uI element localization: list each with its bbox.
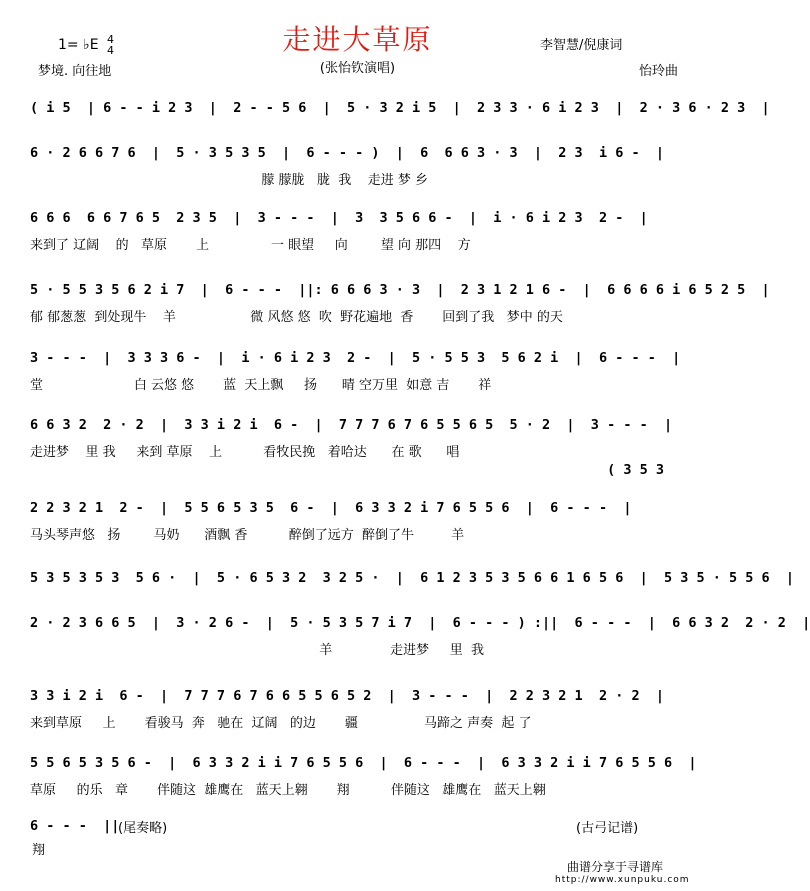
lyric-line: 来到草原 上 看骏马 奔 驰在 辽阔 的边 疆 马蹄之 声奏 起 了 bbox=[30, 716, 532, 731]
key-signature bbox=[58, 34, 114, 56]
notation-line: 6 6 3 2 2 · 2 | 3 3 i 2 i 6 - | 7 7 7 6 7 6 5 5 6 5 5 · 2 | 3 - - - | bbox=[30, 417, 673, 433]
notation-line: 5 5 6 5 3 5 6 - | 6 3 3 2 i i 7 6 5 5 6 | 6 - - - | 6 3 3 2 i i 7 6 5 5 6 | bbox=[30, 755, 697, 771]
tempo-mood: 梦境. 向往地 bbox=[38, 64, 112, 79]
notation-line: 2 2 3 2 1 2 - | 5 5 6 5 3 5 6 - | 6 3 3 2 i 7 6 5 5 6 | 6 - - - | bbox=[30, 500, 632, 516]
composer-credit: 怡玲曲 bbox=[639, 64, 679, 79]
score-line bbox=[0, 145, 715, 188]
lyric-line: 马头琴声悠 扬 马奶 酒飘 香 醉倒了远方 醉倒了牛 羊 bbox=[30, 528, 465, 543]
lyric-line: 堂 白 云悠 悠 蓝 天上飘 扬 晴 空万里 如意 吉 祥 bbox=[30, 378, 492, 393]
lyric-line: 郁 郁葱葱 到处现牛 羊 微 风悠 悠 吹 野花遍地 香 回到了我 梦中 的天 bbox=[30, 310, 563, 325]
notation-line: 6 6 6 6 6 7 6 5 2 3 5 | 3 - - - | 3 3 5 6 6 - | i · 6 i 2 3 2 - | bbox=[30, 210, 648, 226]
song-title: 走进大草原 bbox=[282, 23, 433, 56]
notation-line: 5 3 5 3 5 3 5 6 · | 5 · 6 5 3 2 3 2 5 · | 6 1 2 3 5 3 5 6 6 1 6 5 6 | 5 3 5 · 5 5 6 | bbox=[30, 570, 795, 586]
lyric-line: 来到了 辽阔 的 草原 上 一 眼望 向 望 向 那四 方 bbox=[30, 238, 471, 253]
score-line bbox=[0, 755, 715, 798]
lyric-line: 羊 走进梦 里 我 bbox=[30, 643, 485, 658]
notation-line: 2 · 2 3 6 6 5 | 3 · 2 6 - | 5 · 5 3 5 7 i 7 | 6 - - - ) :|| 6 - - - | 6 6 3 2 2 · 2 | bbox=[30, 615, 810, 631]
time-signature bbox=[107, 34, 114, 56]
lyric-line: 草原 的乐 章 伴随这 雄鹰在 蓝天上翱 翔 伴随这 雄鹰在 蓝天上翱 bbox=[30, 783, 546, 798]
score-line bbox=[0, 282, 770, 325]
footer-url: http://www.xunpuku.com bbox=[555, 875, 690, 885]
score-line bbox=[0, 417, 715, 460]
score-line bbox=[0, 688, 715, 731]
notation-line: ( i 5 | 6 - - i 2 3 | 2 - - 5 6 | 5 · 3 2 i 5 | 2 3 3 · 6 i 2 3 | 2 · 3 6 · 2 3 | bbox=[30, 100, 770, 116]
notation-line: 3 3 i 2 i 6 - | 7 7 7 6 7 6 6 5 5 6 5 2 | 3 - - - | 2 2 3 2 1 2 · 2 | bbox=[30, 688, 664, 704]
key-label: 1= ♭E bbox=[58, 37, 99, 53]
score-line bbox=[0, 100, 770, 120]
notation-line: 6 · 2 6 6 7 6 | 5 · 3 5 3 5 | 6 - - - ) | 6 6 6 3 · 3 | 2 3 i 6 - | bbox=[30, 145, 664, 161]
score-line bbox=[0, 615, 810, 658]
notation-line: 6 - - - || bbox=[30, 818, 120, 834]
score-line bbox=[0, 210, 715, 253]
singer-credit: (张怡钦演唱) bbox=[319, 61, 396, 76]
footer-site: 曲谱分享于寻谱库 bbox=[567, 860, 664, 874]
ending-note: (尾奏略) bbox=[118, 821, 168, 836]
notation-line: ( 3 5 3 bbox=[30, 462, 664, 478]
lyric-line: 朦 朦胧 胧 我 走进 梦 乡 bbox=[30, 173, 428, 188]
meter-top: 4 bbox=[107, 33, 114, 46]
last-lyric: 翔 bbox=[32, 843, 46, 858]
lyricist-credit: 李智慧/倪康词 bbox=[540, 38, 623, 53]
score-line bbox=[0, 462, 715, 482]
lyric-line: 走进梦 里 我 来到 草原 上 看牧民挽 着哈达 在 歌 唱 bbox=[30, 445, 460, 460]
notation-line: 5 · 5 5 3 5 6 2 i 7 | 6 - - - ||: 6 6 6 3 · 3 | 2 3 1 2 1 6 - | 6 6 6 6 i 6 5 2 5 | bbox=[30, 282, 770, 298]
notation-line: 3 - - - | 3 3 3 6 - | i · 6 i 2 3 2 - | 5 · 5 5 3 5 6 2 i | 6 - - - | bbox=[30, 350, 681, 366]
score-line bbox=[0, 350, 715, 393]
score-line bbox=[0, 500, 715, 543]
transcriber-note: (古弓记谱) bbox=[576, 821, 639, 836]
score-line bbox=[0, 570, 795, 590]
meter-bottom: 4 bbox=[107, 44, 114, 57]
